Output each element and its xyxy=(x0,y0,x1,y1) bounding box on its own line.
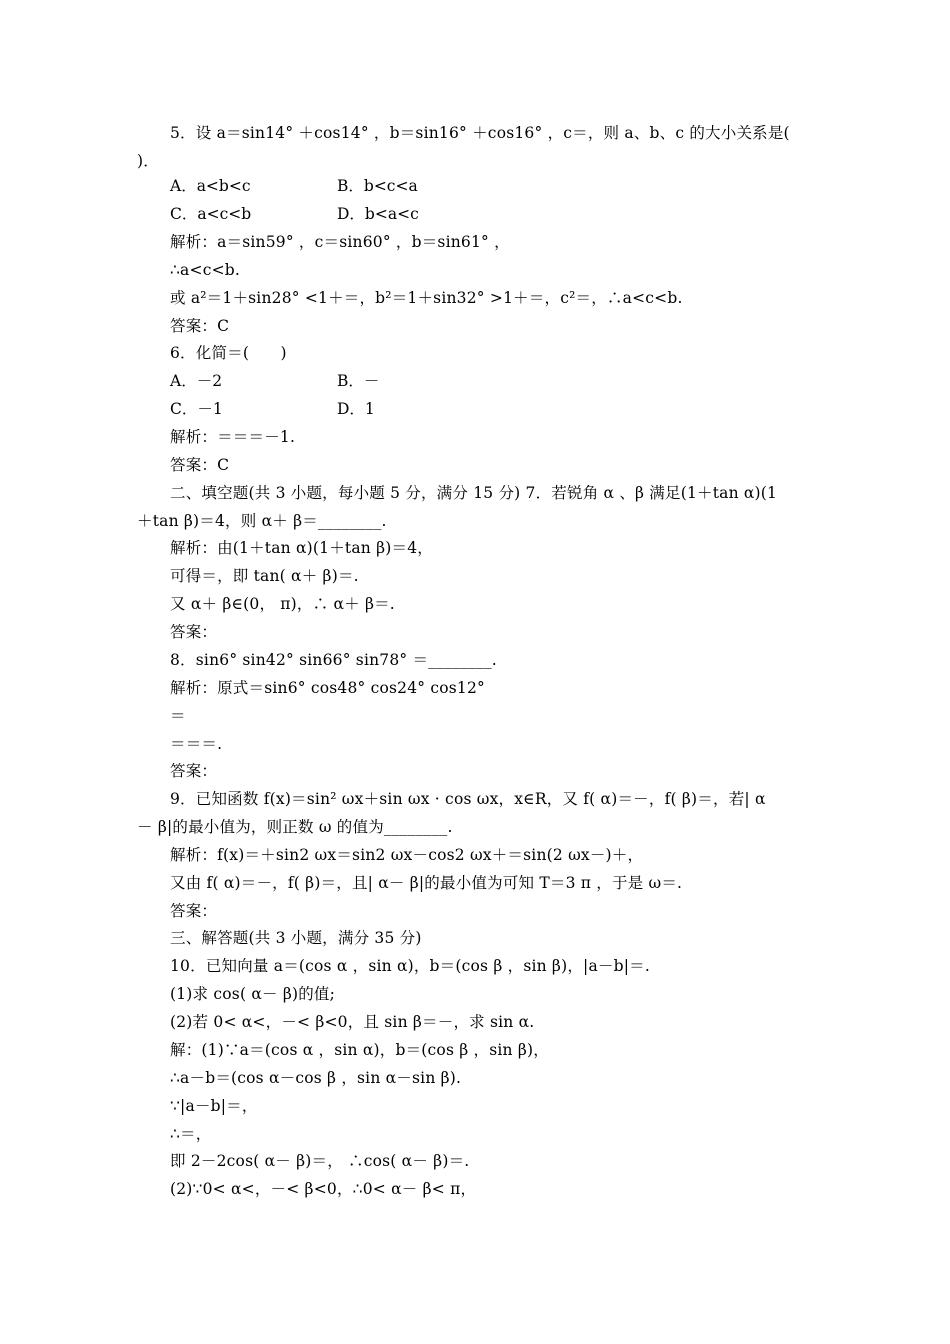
q8-stem: 8．sin6° sin42° sin66° sin78° ＝________. xyxy=(170,651,497,669)
q7-solution-3: 又 α＋ β∈(0， π)，∴ α＋ β＝. xyxy=(170,595,395,613)
q9-solution-1: 解析：f(x)＝＋sin2 ωx＝sin2 ωx－cos2 ωx＋＝sin(2 ωx－)＋， xyxy=(170,846,644,864)
q6-option-b: B．－ xyxy=(337,372,380,390)
section-3-heading: 三、解答题(共 3 小题，满分 35 分) xyxy=(170,929,422,947)
q10-solution-3: ∵|a－b|＝， xyxy=(170,1097,258,1115)
q5-option-d: D．b<a<c xyxy=(337,205,419,223)
q7-stem-cont: ＋tan β)＝4，则 α＋ β＝________. xyxy=(137,512,387,530)
q5-stem-cont: )． xyxy=(137,152,159,170)
q8-solution-3: ＝＝＝. xyxy=(170,735,223,753)
q9-answer: 答案： xyxy=(170,902,218,920)
q10-stem: 10．已知向量 a＝(cos α ，sin α)，b＝(cos β ，sin β)，|a－b|＝. xyxy=(170,957,650,975)
q5-stem: 5．设 a＝sin14° ＋cos14° ，b＝sin16° ＋cos16° ，c＝，则 a、b、c 的大小关系是( xyxy=(170,124,790,142)
q9-stem: 9．已知函数 f(x)＝sin² ωx＋sin ωx · cos ωx，x∈R，又 f( α)＝－，f( β)＝，若| α xyxy=(170,790,766,808)
q8-answer: 答案： xyxy=(170,762,218,780)
q6-option-a: A．－2 xyxy=(170,372,223,390)
q8-solution-2: ＝ xyxy=(170,707,186,725)
q5-solution-3: 或 a²＝1＋sin28° <1＋＝，b²＝1＋sin32° >1＋＝，c²＝，∴a<c<b. xyxy=(170,289,683,307)
q10-solution-4: ∴＝， xyxy=(170,1125,212,1143)
q5-option-b: B．b<c<a xyxy=(337,177,418,195)
q10-solution-6: (2)∵0< α<，－< β<0，∴0< α－ β< π， xyxy=(170,1180,477,1198)
q5-answer: 答案：C xyxy=(170,317,230,335)
q10-part-1: (1)求 cos( α－ β)的值; xyxy=(170,985,336,1003)
q7-solution-2: 可得＝，即 tan( α＋ β)＝. xyxy=(170,567,359,585)
q5-solution-1: 解析：a＝sin59° ，c＝sin60° ，b＝sin61° ， xyxy=(170,233,510,251)
q10-solution-5: 即 2－2cos( α－ β)＝， ∴cos( α－ β)＝. xyxy=(170,1152,470,1170)
q6-option-c: C．－1 xyxy=(170,400,223,418)
q10-part-2: (2)若 0< α<，－< β<0，且 sin β＝－，求 sin α. xyxy=(170,1013,535,1031)
q9-solution-2: 又由 f( α)＝－，f( β)＝，且| α－ β|的最小值为可知 T＝3 π ，于是 ω＝. xyxy=(170,874,683,892)
section-2-heading-q7: 二、填空题(共 3 小题，每小题 5 分，满分 15 分) 7．若锐角 α 、β 满足(1＋tan α)(1 xyxy=(170,484,778,502)
q10-solution-2: ∴a－b＝(cos α－cos β ，sin α－sin β). xyxy=(170,1069,462,1087)
q6-solution: 解析：＝＝＝－1. xyxy=(170,428,296,446)
q6-stem: 6．化简＝( ) xyxy=(170,344,287,362)
q9-stem-cont: － β|的最小值为，则正数 ω 的值为________. xyxy=(137,818,453,836)
q6-option-d: D．1 xyxy=(337,400,375,418)
q5-option-c: C．a<c<b xyxy=(170,205,252,223)
q6-answer: 答案：C xyxy=(170,456,230,474)
q8-solution-1: 解析：原式＝sin6° cos48° cos24° cos12° xyxy=(170,679,486,697)
q5-option-a: A．a<b<c xyxy=(170,177,251,195)
q5-solution-2: ∴a<c<b. xyxy=(170,261,241,279)
q10-solution-1: 解：(1)∵a＝(cos α ，sin α)，b＝(cos β ，sin β)， xyxy=(170,1041,549,1059)
q7-solution-1: 解析：由(1＋tan α)(1＋tan β)＝4， xyxy=(170,539,433,557)
q7-answer: 答案： xyxy=(170,623,218,641)
